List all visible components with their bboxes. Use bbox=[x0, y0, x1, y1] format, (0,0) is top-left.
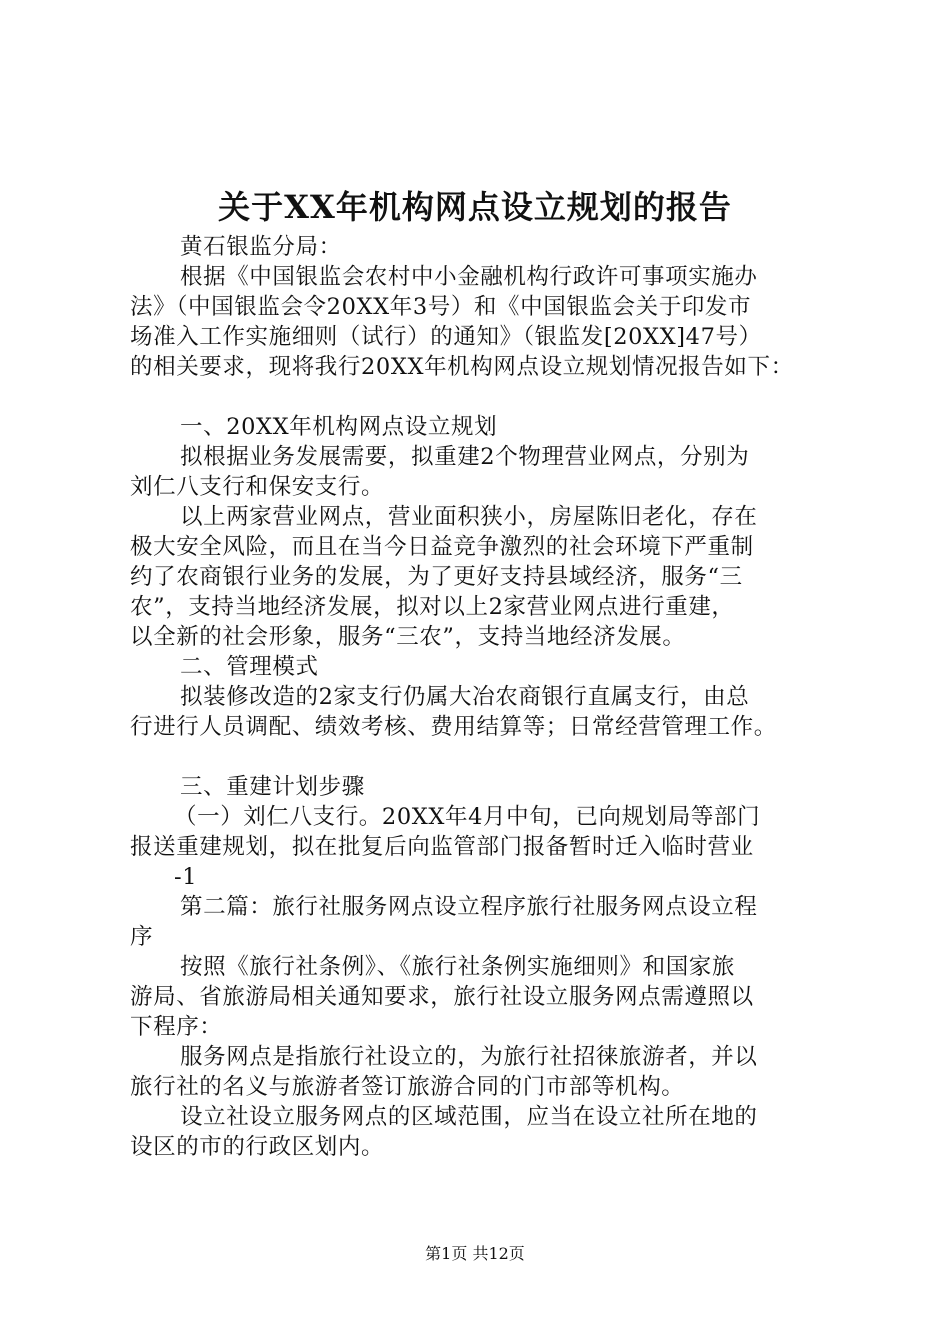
inline-page-marker: -1 bbox=[174, 864, 198, 890]
paragraph-line: 的相关要求，现将我行20XX年机构网点设立规划情况报告如下： bbox=[130, 354, 794, 380]
paragraph-line: 拟根据业务发展需要，拟重建2个物理营业网点，分别为 bbox=[180, 444, 750, 470]
paragraph-line: 以全新的社会形象，服务“三农”，支持当地经济发展。 bbox=[130, 624, 686, 650]
document-title: 关于XX年机构网点设立规划的报告 bbox=[218, 188, 732, 226]
paragraph-line: 旅行社的名义与旅游者签订旅游合同的门市部等机构。 bbox=[130, 1074, 685, 1100]
paragraph-line: 场准入工作实施细则（试行）的通知》（银监发[20XX]47号） bbox=[130, 324, 762, 350]
paragraph-line: 服务网点是指旅行社设立的，为旅行社招徕旅游者，并以 bbox=[180, 1044, 758, 1070]
paragraph-line: 设立社设立服务网点的区域范围，应当在设立社所在地的 bbox=[180, 1104, 758, 1130]
section-heading: 三、重建计划步骤 bbox=[180, 774, 365, 800]
paragraph-gap bbox=[130, 382, 835, 412]
section-heading: 第二篇：旅行社服务网点设立程序旅行社服务网点设立程 bbox=[180, 894, 758, 920]
paragraph-line: 法》（中国银监会令20XX年3号）和《中国银监会关于印发市 bbox=[130, 294, 752, 320]
paragraph-line: 游局、省旅游局相关通知要求，旅行社设立服务网点需遵照以 bbox=[130, 984, 754, 1010]
paragraph-line: 行进行人员调配、绩效考核、费用结算等；日常经营管理工作。 bbox=[130, 714, 777, 740]
paragraph-line: 拟装修改造的2家支行仍属大冶农商银行直属支行，由总 bbox=[180, 684, 750, 710]
salutation: 黄石银监分局： bbox=[180, 234, 342, 260]
paragraph-gap bbox=[130, 742, 835, 772]
paragraph-line: 设区的市的行政区划内。 bbox=[130, 1134, 385, 1160]
paragraph-line: 极大安全风险，而且在当今日益竞争激烈的社会环境下严重制 bbox=[130, 534, 754, 560]
paragraph-line: 刘仁八支行和保安支行。 bbox=[130, 474, 385, 500]
paragraph-line: 农”，支持当地经济发展，拟对以上2家营业网点进行重建， bbox=[130, 594, 735, 620]
page-footer: 第1页 共12页 bbox=[425, 1244, 525, 1263]
paragraph-line: 下程序： bbox=[130, 1014, 223, 1040]
paragraph-line: 以上两家营业网点，营业面积狭小，房屋陈旧老化，存在 bbox=[180, 504, 758, 530]
paragraph-line: 序 bbox=[130, 924, 154, 950]
paragraph-line: 根据《中国银监会农村中小金融机构行政许可事项实施办 bbox=[180, 264, 758, 290]
section-heading: 二、管理模式 bbox=[180, 654, 319, 680]
paragraph-line: （一）刘仁八支行。20XX年4月中旬，已向规划局等部门 bbox=[174, 804, 761, 830]
document-body bbox=[130, 232, 835, 1162]
paragraph-line: 约了农商银行业务的发展，为了更好支持县域经济，服务“三 bbox=[130, 564, 743, 590]
paragraph-line: 报送重建规划，拟在批复后向监管部门报备暂时迁入临时营业 bbox=[130, 834, 754, 860]
paragraph-line: 按照《旅行社条例》、《旅行社条例实施细则》和国家旅 bbox=[180, 954, 736, 980]
section-heading: 一、20XX年机构网点设立规划 bbox=[180, 414, 498, 440]
